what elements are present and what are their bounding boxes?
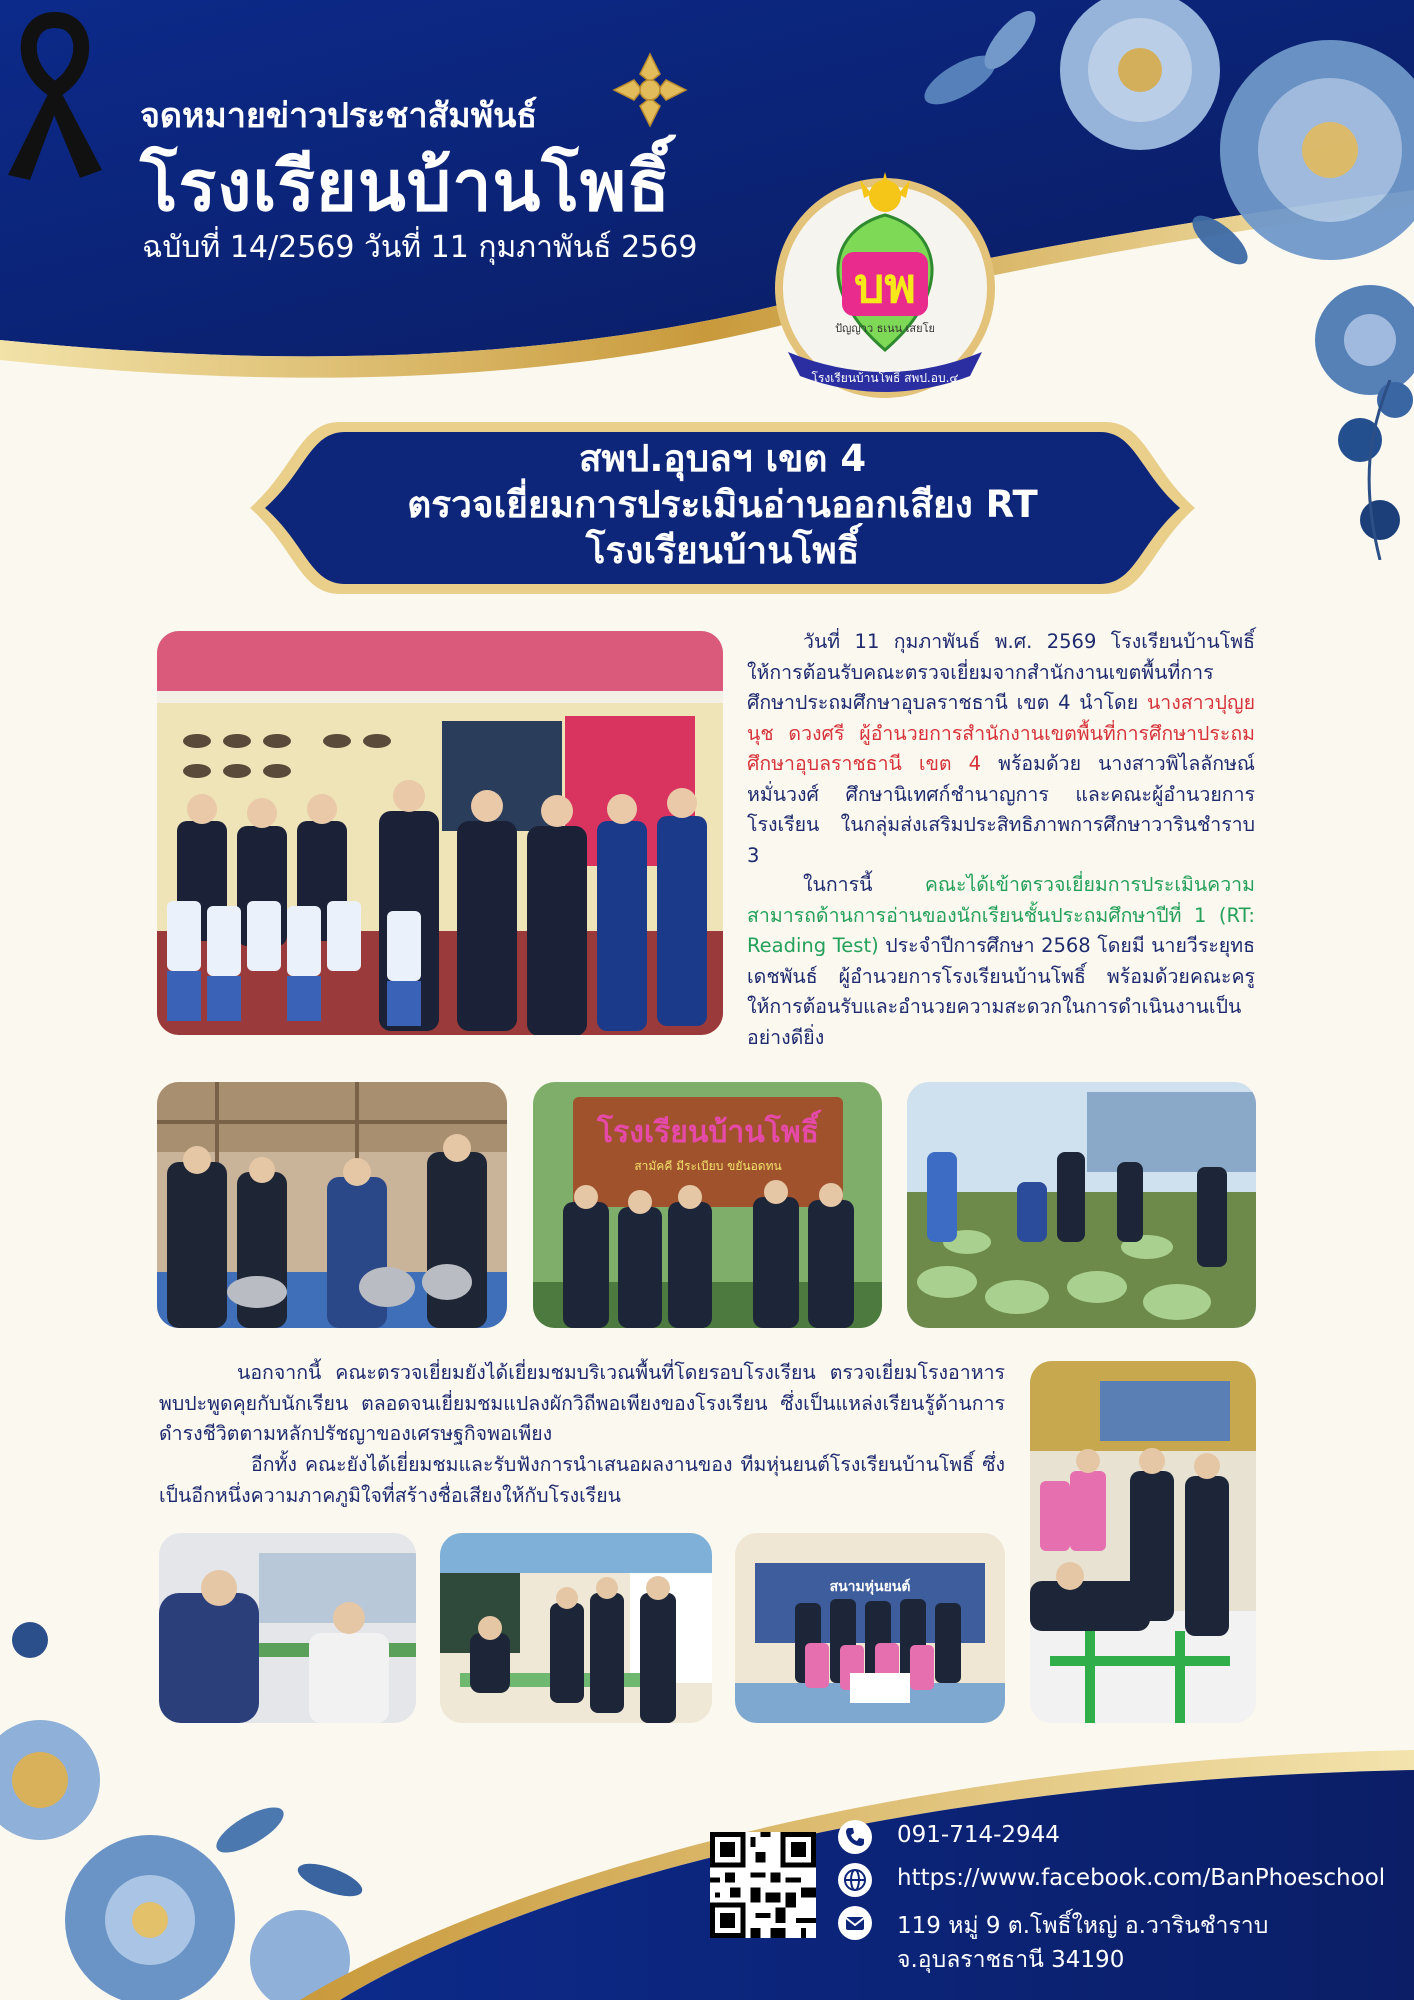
headline-line-3: โรงเรียนบ้านโพธิ์ [585, 529, 860, 572]
headline-text [300, 436, 1145, 574]
footer-phone[interactable]: 091-714-2944 [897, 1822, 1060, 1848]
headline-line-2: ตรวจเยี่ยมการประเมินอ่านออกเสียง RT [407, 483, 1038, 526]
sign-motto: สามัคคี มีระเบียบ ขยันอดทน [634, 1159, 782, 1173]
mourning-ribbon-icon [0, 10, 110, 180]
p4-text: อีกทั้ง คณะยังได้เยี่ยมชมและรับฟังการนำเสนอผลงานของ ทีมหุ่นยนต์โรงเรียนบ้านโพธิ์ ซึ่งเป็นอีกหนึ่งความภาคภูมิใจที่สร้างชื่อเสียงให้กับโรงเรียน [159, 1453, 1005, 1507]
article-paragraph-1 [747, 627, 1255, 871]
headline-line-1: สพป.อุบลฯ เขต 4 [578, 437, 867, 480]
logo-letters: บพ [853, 258, 917, 314]
photo-classroom-reading [440, 1533, 712, 1723]
photo-vegetable-garden [907, 1082, 1256, 1328]
screen-text: สนามหุ่นยนต์ [829, 1579, 911, 1595]
issue-line: ฉบับที่ 14/2569 วันที่ 11 กุมภาพันธ์ 2569 [142, 230, 698, 265]
p2-highlight-reading-test: คณะได้เข้าตรวจเยี่ยมการประเมินความสามารถด้านการอ่านของนักเรียนชั้นประถมศึกษาปีที่ 1 (RT: Reading Test) [747, 873, 1255, 957]
footer-facebook-link[interactable]: https://www.facebook.com/BanPhoeschool [897, 1865, 1386, 1891]
qr-code-icon[interactable] [710, 1832, 816, 1938]
logo-ribbon-text: โรงเรียนบ้านโพธิ์ สพป.อบ.๔ [811, 371, 959, 385]
p1-text-a: วันที่ 11 กุมภาพันธ์ พ.ศ. 2569 โรงเรียนบ้านโพธิ์ ให้การต้อนรับคณะตรวจเยี่ยมจากสำนักงานเขตพื้นที่การศึกษาประถมศึกษาอุบลราชธานี เขต 4 นำโดย [747, 630, 1255, 714]
school-name-title: โรงเรียนบ้านโพธิ์ [140, 145, 671, 227]
p3-text: นอกจากนี้ คณะตรวจเยี่ยมยังได้เยี่ยมชมบริเวณพื้นที่โดยรอบโรงเรียน ตรวจเยี่ยมโรงอาหาร พบปะพูดคุยกับนักเรียน ตลอดจนเยี่ยมชมแปลงผักวิถีพอเพียงของโรงเรียน ซึ่งเป็นแหล่งเรียนรู้ด้านการดำรงชีวิตตามหลักปรัชญาของเศรษฐกิจพอเพียง [159, 1361, 1005, 1445]
sign-school-name: โรงเรียนบ้านโพธิ์ [597, 1115, 819, 1150]
article-paragraph-4 [159, 1450, 1005, 1511]
floral-decoration-right [1300, 380, 1414, 560]
ornament-icon [612, 52, 688, 128]
school-logo [760, 170, 1010, 400]
article-paragraph-3 [159, 1358, 1005, 1450]
footer-address-line-1: 119 หมู่ 9 ต.โพธิ์ใหญ่ อ.วารินชำราบ [897, 1913, 1269, 1939]
photo-group-with-students [157, 631, 723, 1035]
article-paragraph-2 [747, 870, 1255, 1053]
p1-highlight-director: นางสาวปุญยนุช ดวงศรี ผู้อำนวยการสำนักงานเขตพื้นที่การศึกษาประถมศึกษาอุบลราชธานี เขต 4 [747, 691, 1255, 775]
p2-text-b: ประจำปีการศึกษา 2568 โดยมี นายวีระยุทธ เดชพันธ์ ผู้อำนวยการโรงเรียนบ้านโพธิ์ พร้อมด้วยคณะครู ให้การต้อนรับและอำนวยความสะดวกในการดำเนินงานเป็นอย่างดียิ่ง [747, 934, 1255, 1049]
p2-text-a: ในการนี้ [803, 873, 873, 896]
footer-address-line-2: จ.อุบลราชธานี 34190 [897, 1947, 1125, 1973]
photo-canteen-visit [157, 1082, 507, 1328]
photo-robotics-team [1030, 1361, 1256, 1723]
photo-robotics-presentation [735, 1533, 1005, 1723]
photo-school-sign [533, 1082, 882, 1328]
newsletter-subtitle: จดหมายข่าวประชาสัมพันธ์ [140, 96, 538, 136]
p1-text-b: พร้อมด้วย นางสาวพิไลลักษณ์ หมั่นวงศ์ ศึกษานิเทศก์ชำนาญการ และคณะผู้อำนวยการโรงเรียน ในกลุ่มส่งเสริมประสิทธิภาพการศึกษาวารินชำราบ 3 [747, 752, 1256, 867]
globe-icon [838, 1863, 872, 1897]
phone-icon [838, 1820, 872, 1854]
mail-icon [838, 1906, 872, 1940]
logo-motto: ปัญญาว ธเนน เสยโย [835, 322, 935, 335]
